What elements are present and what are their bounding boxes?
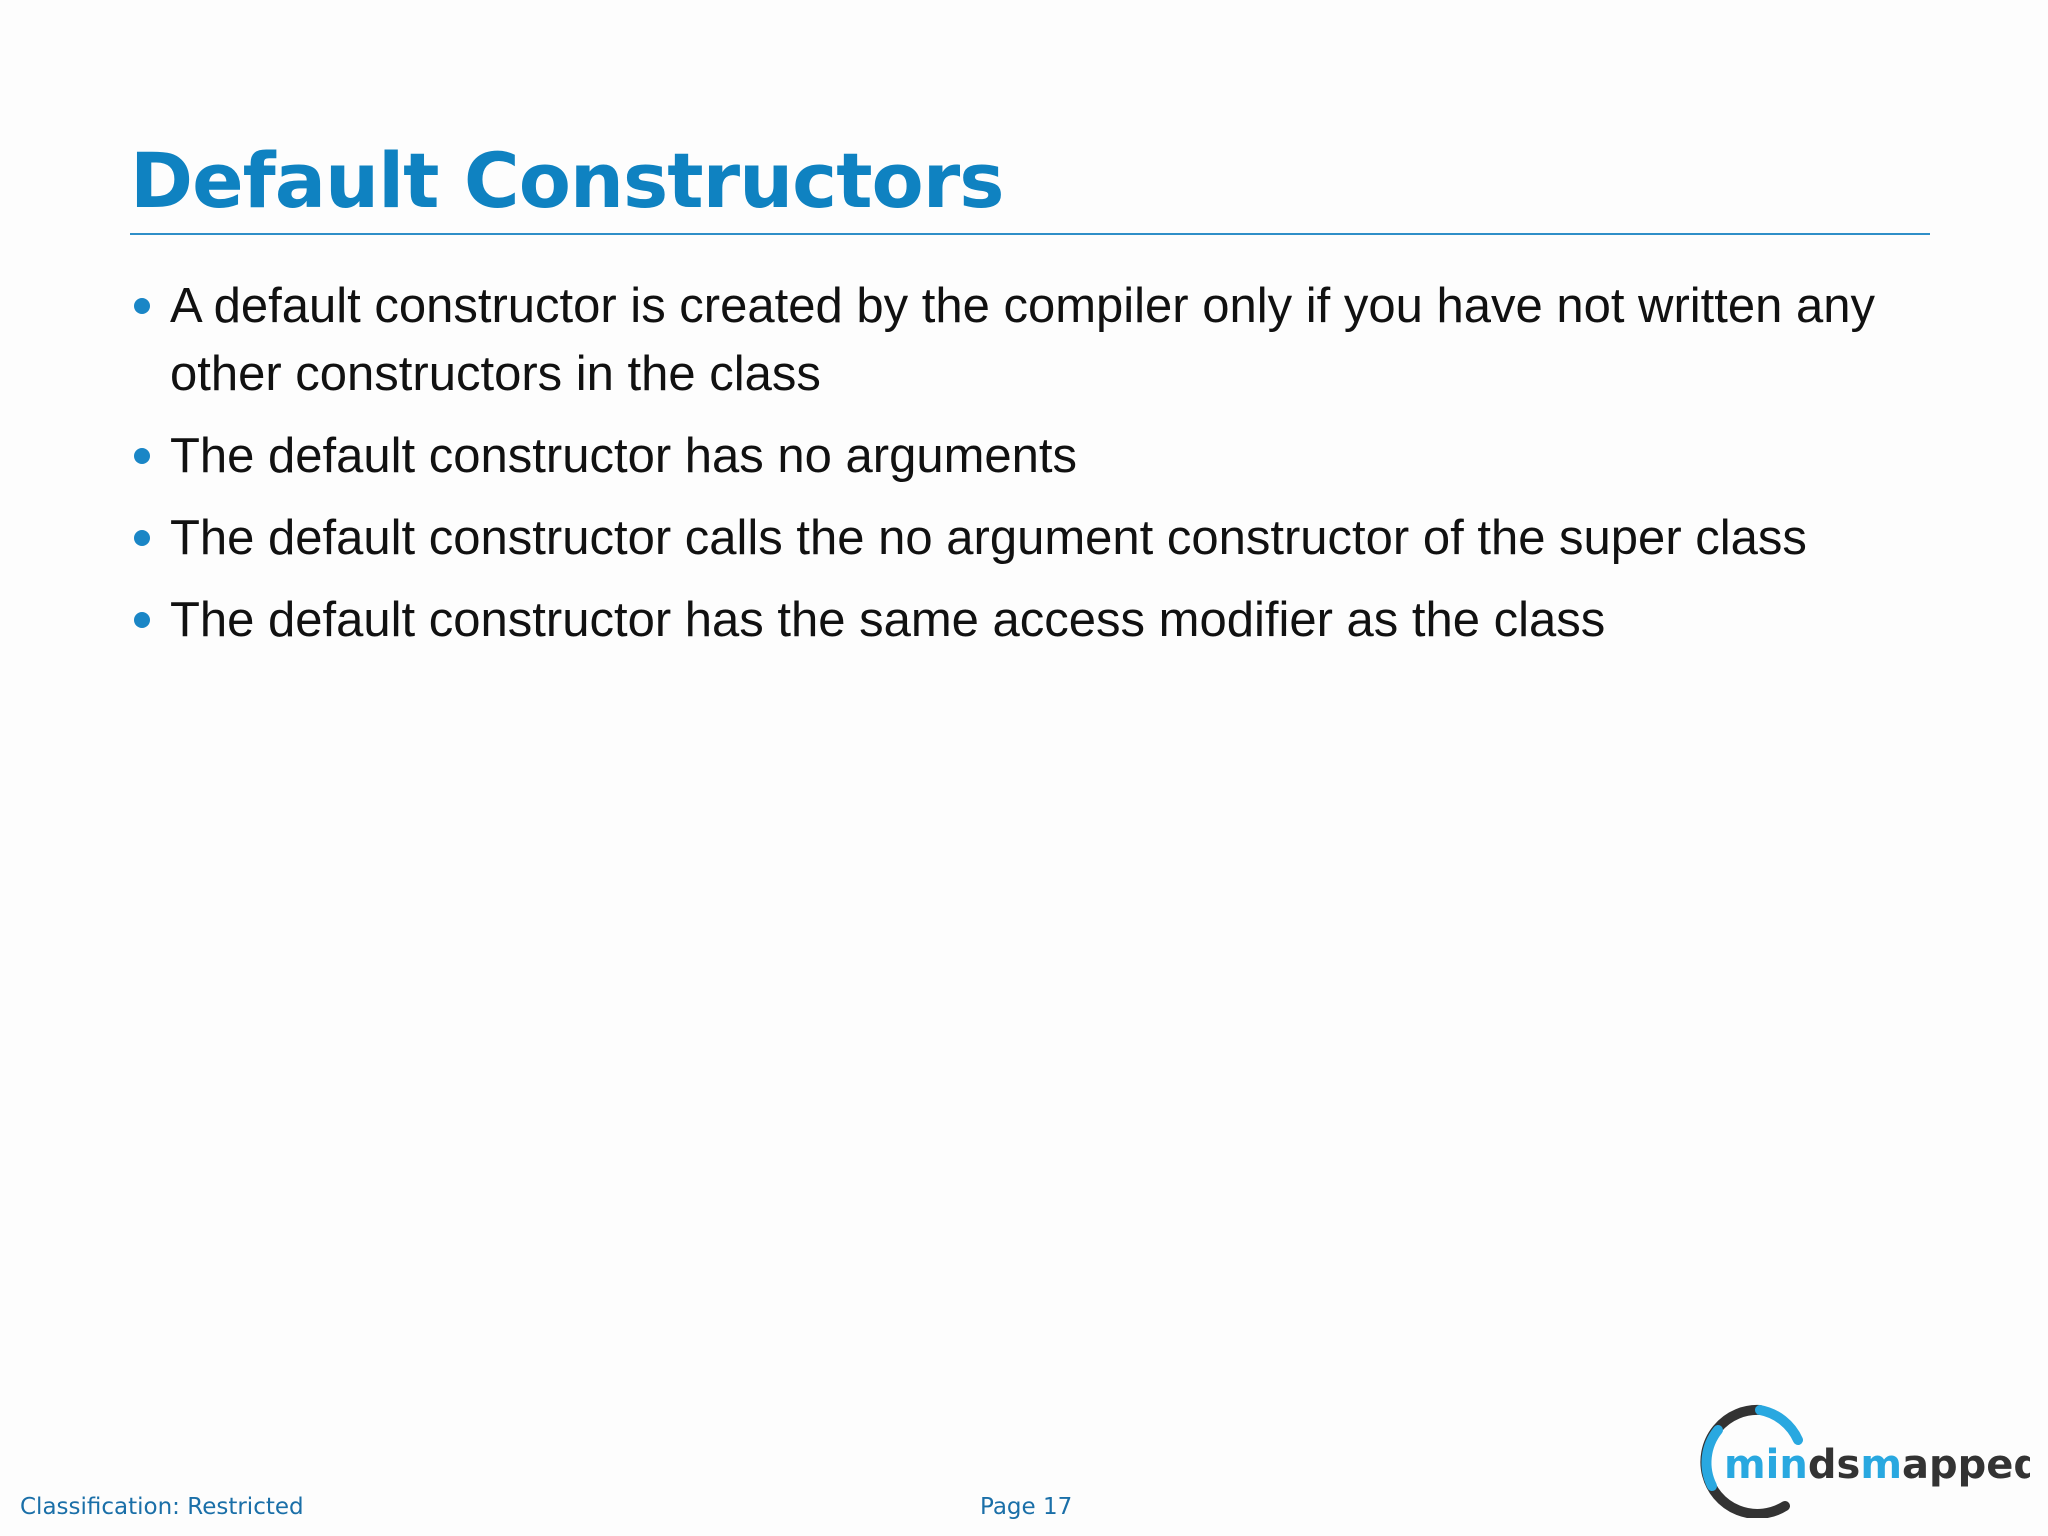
mindsmapped-logo xyxy=(1690,1398,2030,1518)
bullet-text: The default constructor calls the no argument constructor of the super class xyxy=(170,511,1807,565)
bullet-dot-icon xyxy=(134,612,150,628)
bullet-item xyxy=(130,272,1890,408)
page-number: Page 17 xyxy=(980,1494,1073,1520)
classification-label: Classification: Restricted xyxy=(20,1494,304,1520)
mindsmapped-logo-icon xyxy=(1690,1398,2030,1518)
bullet-dot-icon xyxy=(134,448,150,464)
bullet-text: The default constructor has no arguments xyxy=(170,429,1078,483)
bullet-text: The default constructor has the same access modifier as the class xyxy=(170,593,1606,647)
bullet-dot-icon xyxy=(134,530,150,546)
bullet-item xyxy=(130,504,1890,572)
title-divider xyxy=(130,233,1930,235)
bullet-dot-icon xyxy=(134,298,150,314)
bullet-text: A default constructor is created by the compiler only if you have not written any other constructors in the class xyxy=(170,279,1875,401)
slide-title: Default Constructors xyxy=(130,136,1004,225)
bullet-list xyxy=(130,272,1890,668)
bullet-item xyxy=(130,586,1890,654)
bullet-item xyxy=(130,422,1890,490)
logo-wordmark: mindsmapped xyxy=(1724,1442,2030,1488)
